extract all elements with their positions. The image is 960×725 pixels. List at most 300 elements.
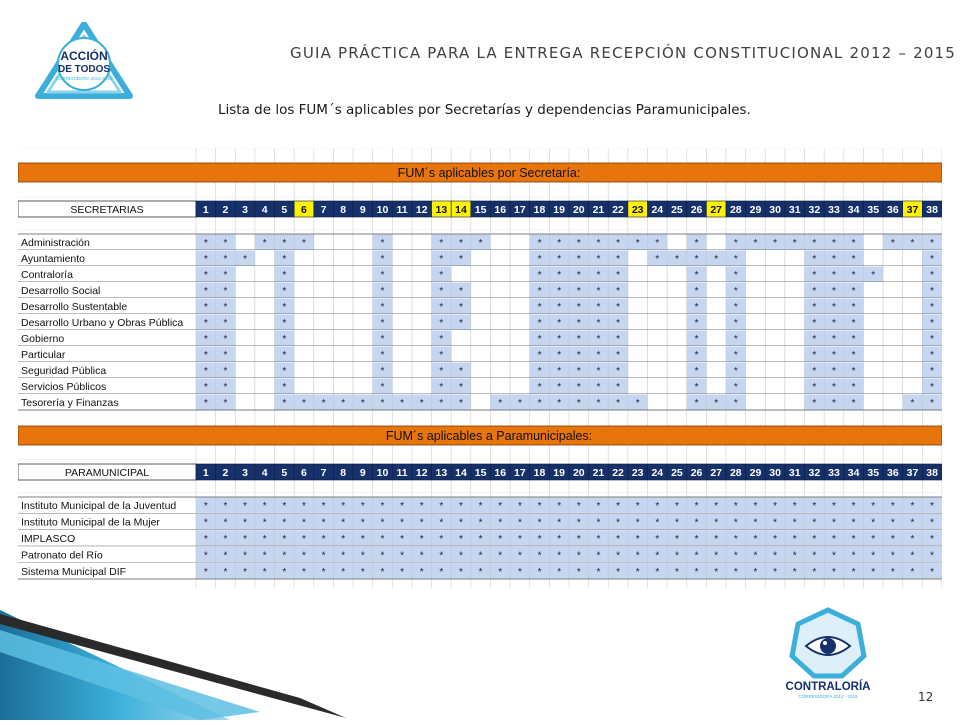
mark-asterisk: * (419, 534, 424, 545)
section-banner-title: FUM´s aplicables a Paramunicipales: (385, 429, 593, 443)
table-row (18, 362, 942, 378)
logo-bottom-name: CONTRALORÍA (785, 681, 871, 693)
mark-asterisk: * (832, 238, 836, 249)
mark-asterisk: * (851, 366, 856, 377)
mark-asterisk: * (203, 382, 208, 393)
mark-asterisk: * (557, 318, 562, 329)
header-column-number: 29 (749, 467, 762, 479)
mark-asterisk: * (616, 566, 620, 578)
mark-asterisk: * (851, 398, 856, 409)
mark-asterisk: * (537, 318, 542, 329)
row-label: Desarrollo Urbano y Obras Pública (21, 317, 184, 329)
mark-asterisk: * (557, 270, 562, 281)
mark-asterisk: * (812, 238, 817, 249)
header-column-number: 28 (729, 467, 742, 479)
mark-asterisk: * (282, 350, 287, 361)
mark-asterisk: * (635, 534, 640, 545)
document-subtitle: Lista de los FUM´s aplicables por Secretarías y dependencias Paramunicipales. (218, 102, 751, 118)
mark-asterisk: * (910, 566, 915, 578)
mark-asterisk: * (498, 550, 503, 562)
mark-asterisk: * (557, 566, 562, 578)
mark-asterisk: * (773, 517, 778, 529)
mark-asterisk: * (635, 398, 640, 409)
logo-top-tagline: CORREGIDORA 2012-2015 (55, 76, 113, 81)
mark-asterisk: * (910, 534, 915, 545)
mark-asterisk: * (576, 318, 581, 329)
mark-asterisk: * (262, 566, 267, 578)
section-header-label: SECRETARIAS (70, 204, 144, 216)
mark-asterisk: * (537, 254, 542, 265)
mark-asterisk: * (223, 550, 228, 562)
mark-asterisk: * (851, 286, 856, 297)
mark-asterisk: * (733, 318, 738, 329)
mark-asterisk: * (557, 534, 562, 545)
mark-asterisk: * (557, 238, 562, 249)
header-column-number: 2 (222, 467, 229, 479)
mark-asterisk: * (282, 286, 287, 297)
header-column-number: 4 (261, 467, 268, 479)
mark-asterisk: * (773, 501, 778, 513)
mark-asterisk: * (910, 501, 915, 513)
mark-asterisk: * (321, 398, 326, 409)
header-column-number: 21 (592, 204, 605, 216)
mark-asterisk: * (203, 334, 208, 345)
mark-asterisk: * (459, 366, 463, 377)
mark-asterisk: * (910, 550, 915, 562)
mark-asterisk: * (753, 501, 758, 513)
mark-asterisk: * (203, 517, 208, 529)
table-row (18, 250, 942, 266)
mark-asterisk: * (282, 517, 287, 529)
mark-asterisk: * (537, 302, 542, 313)
mark-asterisk: * (459, 550, 463, 562)
mark-asterisk: * (792, 550, 797, 562)
header-column-number: 5 (281, 204, 288, 216)
mark-asterisk: * (341, 550, 346, 562)
header-column-number: 12 (415, 467, 428, 479)
mark-asterisk: * (537, 398, 542, 409)
mark-asterisk: * (812, 550, 817, 562)
mark-asterisk: * (439, 254, 444, 265)
header-column-number: 10 (376, 467, 389, 479)
mark-asterisk: * (537, 550, 542, 562)
mark-asterisk: * (282, 366, 287, 377)
mark-asterisk: * (832, 350, 836, 361)
mark-asterisk: * (694, 334, 699, 345)
mark-asterisk: * (459, 254, 463, 265)
mark-asterisk: * (812, 318, 817, 329)
header-column-number: 28 (729, 204, 742, 216)
mark-asterisk: * (812, 566, 817, 578)
mark-asterisk: * (321, 550, 326, 562)
mark-asterisk: * (812, 534, 817, 545)
header-column-number: 33 (828, 204, 840, 216)
mark-asterisk: * (203, 366, 208, 377)
mark-asterisk: * (792, 238, 797, 249)
mark-asterisk: * (243, 550, 248, 562)
mark-asterisk: * (616, 382, 620, 393)
header-column-number: 12 (415, 204, 428, 216)
header-column-number: 36 (887, 204, 899, 216)
mark-asterisk: * (282, 398, 287, 409)
mark-asterisk: * (635, 566, 640, 578)
mark-asterisk: * (439, 270, 444, 281)
mark-asterisk: * (302, 534, 306, 545)
mark-asterisk: * (419, 501, 424, 513)
mark-asterisk: * (243, 517, 248, 529)
mark-asterisk: * (674, 550, 679, 562)
mark-asterisk: * (733, 534, 738, 545)
mark-asterisk: * (439, 238, 444, 249)
mark-asterisk: * (380, 566, 385, 578)
mark-asterisk: * (812, 334, 817, 345)
mark-asterisk: * (360, 517, 365, 529)
mark-asterisk: * (223, 318, 228, 329)
mark-asterisk: * (616, 366, 620, 377)
mark-asterisk: * (596, 550, 601, 562)
header-column-number: 10 (376, 204, 389, 216)
header-column-number: 20 (572, 204, 585, 216)
mark-asterisk: * (930, 501, 935, 513)
mark-asterisk: * (557, 334, 562, 345)
header-column-number: 18 (533, 204, 546, 216)
mark-asterisk: * (557, 550, 562, 562)
mark-asterisk: * (439, 302, 444, 313)
mark-asterisk: * (360, 550, 365, 562)
mark-asterisk: * (557, 350, 562, 361)
mark-asterisk: * (596, 270, 601, 281)
header-column-number: 22 (612, 204, 624, 216)
mark-asterisk: * (203, 398, 208, 409)
mark-asterisk: * (203, 350, 208, 361)
mark-asterisk: * (360, 534, 365, 545)
mark-asterisk: * (812, 366, 817, 377)
mark-asterisk: * (341, 517, 346, 529)
header-column-number: 31 (788, 204, 801, 216)
table-row (18, 330, 942, 346)
row-label: Seguridad Pública (21, 365, 107, 377)
header-column-number: 21 (592, 467, 605, 479)
mark-asterisk: * (380, 382, 385, 393)
mark-asterisk: * (930, 270, 935, 281)
mark-asterisk: * (537, 366, 542, 377)
mark-asterisk: * (282, 318, 287, 329)
row-label: Contraloría (21, 269, 73, 281)
mark-asterisk: * (714, 501, 719, 513)
header-column-number: 29 (749, 204, 762, 216)
mark-asterisk: * (871, 566, 876, 578)
mark-asterisk: * (439, 286, 444, 297)
mark-asterisk: * (694, 238, 699, 249)
mark-asterisk: * (832, 517, 836, 529)
mark-asterisk: * (812, 350, 817, 361)
mark-asterisk: * (616, 254, 620, 265)
mark-asterisk: * (930, 398, 935, 409)
mark-asterisk: * (576, 254, 581, 265)
header-column-number: 6 (301, 467, 307, 479)
mark-asterisk: * (753, 550, 758, 562)
mark-asterisk: * (537, 517, 542, 529)
section-banner-title: FUM´s aplicables por Secretaría: (397, 166, 581, 180)
mark-asterisk: * (478, 550, 483, 562)
mark-asterisk: * (832, 550, 836, 562)
mark-asterisk: * (733, 270, 738, 281)
mark-asterisk: * (930, 302, 935, 313)
mark-asterisk: * (576, 302, 581, 313)
mark-asterisk: * (733, 334, 738, 345)
header-column-number: 8 (340, 204, 347, 216)
mark-asterisk: * (733, 286, 738, 297)
mark-asterisk: * (714, 517, 719, 529)
mark-asterisk: * (714, 534, 719, 545)
header-column-number: 26 (690, 204, 703, 216)
mark-asterisk: * (380, 517, 385, 529)
mark-asterisk: * (596, 501, 601, 513)
mark-asterisk: * (498, 534, 503, 545)
mark-asterisk: * (223, 334, 228, 345)
mark-asterisk: * (459, 318, 463, 329)
contraloria-logo (778, 606, 878, 702)
mark-asterisk: * (655, 501, 660, 513)
mark-asterisk: * (380, 254, 385, 265)
mark-asterisk: * (694, 270, 699, 281)
mark-asterisk: * (910, 238, 915, 249)
mark-asterisk: * (616, 286, 620, 297)
header-column-number: 14 (455, 467, 467, 479)
header-column-number: 27 (710, 204, 723, 216)
mark-asterisk: * (341, 534, 346, 545)
mark-asterisk: * (596, 366, 601, 377)
table-row (18, 282, 942, 298)
mark-asterisk: * (439, 517, 444, 529)
mark-asterisk: * (832, 302, 836, 313)
mark-asterisk: * (439, 366, 444, 377)
header-column-number: 13 (435, 204, 448, 216)
mark-asterisk: * (262, 550, 267, 562)
mark-asterisk: * (557, 501, 562, 513)
mark-asterisk: * (203, 302, 208, 313)
mark-asterisk: * (851, 318, 856, 329)
mark-asterisk: * (930, 254, 935, 265)
mark-asterisk: * (517, 501, 522, 513)
mark-asterisk: * (302, 517, 306, 529)
mark-asterisk: * (380, 534, 385, 545)
mark-asterisk: * (930, 334, 935, 345)
table-row (18, 266, 942, 282)
mark-asterisk: * (694, 382, 699, 393)
mark-asterisk: * (498, 517, 503, 529)
header-column-number: 20 (572, 467, 585, 479)
mark-asterisk: * (773, 550, 778, 562)
header-column-number: 3 (242, 204, 248, 216)
accion-de-todos-logo (34, 22, 134, 102)
header-column-number: 24 (651, 467, 664, 479)
mark-asterisk: * (576, 334, 581, 345)
mark-asterisk: * (832, 534, 836, 545)
mark-asterisk: * (792, 517, 797, 529)
section-header-label: PARAMUNICIPAL (64, 467, 150, 479)
mark-asterisk: * (596, 318, 601, 329)
mark-asterisk: * (674, 566, 679, 578)
mark-asterisk: * (380, 270, 385, 281)
header-column-number: 18 (533, 467, 546, 479)
mark-asterisk: * (282, 270, 287, 281)
mark-asterisk: * (223, 254, 228, 265)
mark-asterisk: * (832, 286, 836, 297)
header-column-number: 37 (906, 204, 919, 216)
mark-asterisk: * (616, 534, 620, 545)
mark-asterisk: * (733, 366, 738, 377)
header-column-number: 27 (710, 467, 723, 479)
mark-asterisk: * (400, 398, 405, 409)
table-row (18, 298, 942, 314)
header-column-number: 1 (202, 204, 209, 216)
mark-asterisk: * (851, 350, 856, 361)
mark-asterisk: * (635, 501, 640, 513)
mark-asterisk: * (517, 566, 522, 578)
mark-asterisk: * (851, 534, 856, 545)
mark-asterisk: * (733, 254, 738, 265)
mark-asterisk: * (380, 318, 385, 329)
mark-asterisk: * (753, 566, 758, 578)
mark-asterisk: * (714, 254, 719, 265)
header-column-number: 32 (808, 467, 821, 479)
header-column-number: 1 (202, 467, 209, 479)
mark-asterisk: * (694, 286, 699, 297)
header-column-number: 38 (926, 467, 938, 479)
header-column-number: 23 (631, 467, 644, 479)
mark-asterisk: * (596, 517, 601, 529)
row-label: Ayuntamiento (21, 253, 86, 265)
mark-asterisk: * (243, 534, 248, 545)
mark-asterisk: * (733, 302, 738, 313)
mark-asterisk: * (851, 254, 856, 265)
mark-asterisk: * (282, 534, 287, 545)
mark-asterisk: * (380, 334, 385, 345)
header-column-number: 3 (242, 467, 248, 479)
mark-asterisk: * (694, 366, 699, 377)
mark-asterisk: * (223, 566, 228, 578)
mark-asterisk: * (616, 302, 620, 313)
header-column-number: 35 (867, 204, 880, 216)
mark-asterisk: * (576, 517, 581, 529)
mark-asterisk: * (459, 534, 463, 545)
header-column-number: 22 (612, 467, 624, 479)
mark-asterisk: * (832, 318, 836, 329)
mark-asterisk: * (694, 534, 699, 545)
mark-asterisk: * (576, 238, 581, 249)
mark-asterisk: * (203, 254, 208, 265)
mark-asterisk: * (674, 254, 679, 265)
mark-asterisk: * (557, 517, 562, 529)
mark-asterisk: * (655, 550, 660, 562)
header-column-number: 15 (474, 467, 487, 479)
mark-asterisk: * (302, 501, 306, 513)
header-column-number: 8 (340, 467, 347, 479)
mark-asterisk: * (223, 398, 228, 409)
mark-asterisk: * (380, 238, 385, 249)
mark-asterisk: * (262, 238, 267, 249)
mark-asterisk: * (694, 302, 699, 313)
mark-asterisk: * (360, 398, 365, 409)
mark-asterisk: * (380, 302, 385, 313)
header-column-number: 19 (553, 467, 565, 479)
mark-asterisk: * (851, 517, 856, 529)
mark-asterisk: * (596, 238, 601, 249)
mark-asterisk: * (674, 534, 679, 545)
mark-asterisk: * (459, 302, 463, 313)
row-label: IMPLASCO (21, 533, 76, 545)
mark-asterisk: * (655, 238, 660, 249)
mark-asterisk: * (537, 350, 542, 361)
mark-asterisk: * (321, 566, 326, 578)
mark-asterisk: * (498, 501, 503, 513)
header-column-number: 15 (474, 204, 487, 216)
mark-asterisk: * (714, 550, 719, 562)
mark-asterisk: * (851, 270, 856, 281)
mark-asterisk: * (812, 270, 817, 281)
mark-asterisk: * (616, 334, 620, 345)
mark-asterisk: * (478, 501, 483, 513)
mark-asterisk: * (380, 366, 385, 377)
mark-asterisk: * (890, 550, 895, 562)
mark-asterisk: * (616, 550, 620, 562)
mark-asterisk: * (498, 566, 503, 578)
header-column-number: 19 (553, 204, 565, 216)
mark-asterisk: * (223, 350, 228, 361)
mark-asterisk: * (223, 302, 228, 313)
row-label: Patronato del Río (21, 549, 103, 562)
mark-asterisk: * (851, 566, 856, 578)
mark-asterisk: * (930, 318, 935, 329)
header-column-number: 6 (301, 204, 307, 216)
header-column-number: 37 (906, 467, 919, 479)
mark-asterisk: * (557, 382, 562, 393)
mark-asterisk: * (478, 517, 483, 529)
mark-asterisk: * (262, 517, 267, 529)
mark-asterisk: * (380, 286, 385, 297)
row-label: Servicios Públicos (21, 381, 107, 393)
mark-asterisk: * (674, 517, 679, 529)
mark-asterisk: * (930, 286, 935, 297)
mark-asterisk: * (733, 398, 738, 409)
mark-asterisk: * (851, 501, 856, 513)
mark-asterisk: * (616, 398, 620, 409)
mark-asterisk: * (871, 517, 876, 529)
mark-asterisk: * (655, 566, 660, 578)
mark-asterisk: * (930, 550, 935, 562)
mark-asterisk: * (380, 501, 385, 513)
mark-asterisk: * (243, 254, 248, 265)
mark-asterisk: * (459, 382, 463, 393)
mark-asterisk: * (733, 517, 738, 529)
mark-asterisk: * (753, 534, 758, 545)
mark-asterisk: * (557, 254, 562, 265)
mark-asterisk: * (282, 501, 287, 513)
mark-asterisk: * (419, 398, 424, 409)
mark-asterisk: * (812, 501, 817, 513)
row-label: Instituto Municipal de la Juventud (21, 500, 177, 513)
mark-asterisk: * (419, 550, 424, 562)
mark-asterisk: * (714, 398, 719, 409)
mark-asterisk: * (635, 550, 640, 562)
mark-asterisk: * (832, 398, 836, 409)
header-column-number: 30 (769, 467, 781, 479)
mark-asterisk: * (576, 550, 581, 562)
mark-asterisk: * (203, 270, 208, 281)
mark-asterisk: * (733, 350, 738, 361)
mark-asterisk: * (616, 270, 620, 281)
